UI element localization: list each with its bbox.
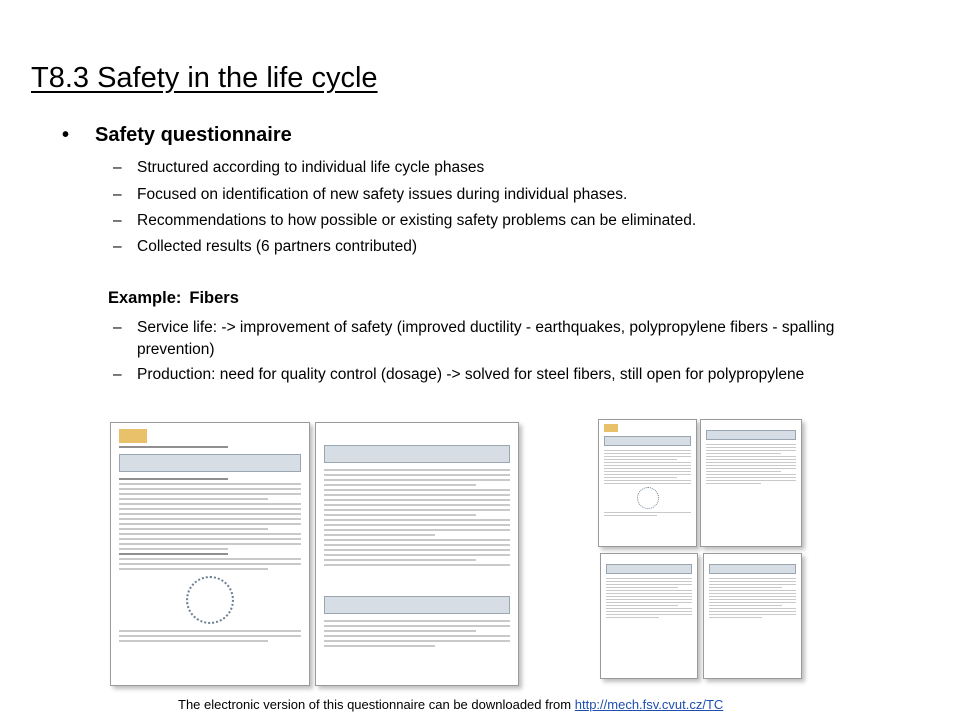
list-item xyxy=(113,236,903,258)
questionnaire-page-thumbnail xyxy=(598,419,697,547)
example-item-text: Service life: -> improvement of safety (improved ductility - earthquakes, polypropylene fibers - spalling prevention) xyxy=(137,319,835,358)
questionnaire-page-thumbnail xyxy=(110,422,310,686)
cycle-diagram-graphic xyxy=(186,576,234,624)
section-header-graphic xyxy=(324,596,510,614)
example-label xyxy=(108,289,239,308)
table-header-graphic xyxy=(119,454,301,472)
list-item xyxy=(113,157,903,179)
slide-title: T8.3 Safety in the life cycle xyxy=(31,62,378,94)
bullet-heading: Safety questionnaire xyxy=(95,124,292,146)
dash-marker: – xyxy=(113,212,122,229)
dash-marker: – xyxy=(113,186,122,203)
questionnaire-page-thumbnail xyxy=(700,419,802,547)
dash-marker: – xyxy=(113,238,122,255)
example-topic: Fibers xyxy=(189,289,239,307)
footer-text: The electronic version of this questionnaire can be downloaded from xyxy=(178,697,575,712)
questionnaire-page-thumbnail xyxy=(600,553,698,679)
example-item-text: Production: need for quality control (dosage) -> solved for steel fibers, still open for polypropylene xyxy=(137,366,805,383)
logo xyxy=(119,429,147,443)
dash-marker: – xyxy=(113,159,122,176)
dash-marker: – xyxy=(113,319,122,336)
download-link[interactable]: http://mech.fsv.cvut.cz/TC xyxy=(574,697,724,712)
list-item-text: Recommendations to how possible or existing safety problems can be eliminated. xyxy=(137,212,697,229)
section-header-graphic xyxy=(324,445,510,463)
list-item-text: Focused on identification of new safety issues during individual phases. xyxy=(137,186,628,203)
footer-note xyxy=(178,697,723,712)
dash-marker: – xyxy=(113,366,122,383)
list-item xyxy=(113,210,903,232)
example-prefix: Example: xyxy=(108,289,182,307)
questionnaire-page-thumbnail xyxy=(315,422,519,686)
bullet-marker: • xyxy=(62,124,70,146)
example-item xyxy=(113,317,903,361)
list-item xyxy=(113,184,903,206)
list-item-text: Structured according to individual life cycle phases xyxy=(137,159,485,176)
list-item-text: Collected results (6 partners contributed) xyxy=(137,238,417,255)
example-item xyxy=(113,364,903,386)
questionnaire-page-thumbnail xyxy=(703,553,802,679)
